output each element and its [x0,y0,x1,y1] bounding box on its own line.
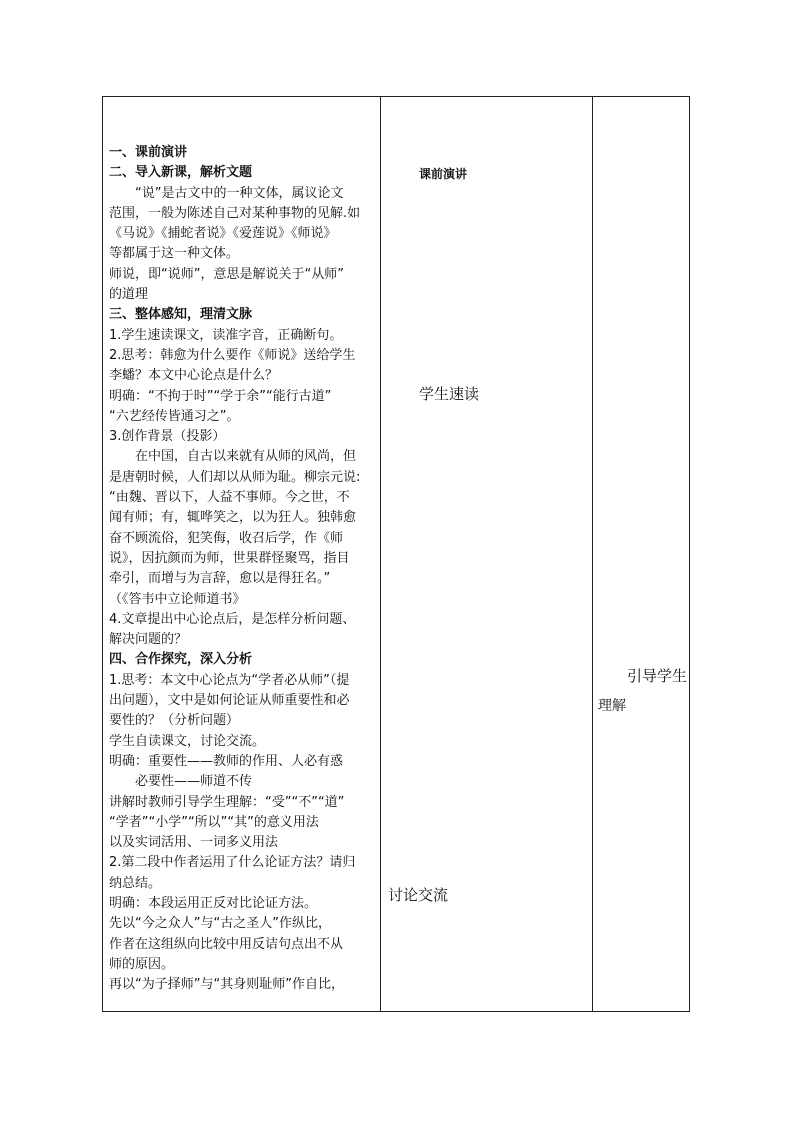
content-line: 牵引，而增与为言辞，愈以是得狂名。” [109,571,331,587]
content-line: 一、课前演讲 [109,145,188,160]
content-line: 三、整体感知，理清文脉 [109,307,253,323]
guide-text-line2: 理解 [598,698,626,714]
content-line: 4.文章提出中心论点后，是怎样分析问题、 [109,611,356,627]
content-line: “学者”“小学”“所以”“其”的意义用法 [109,814,319,830]
guide-text-line1: 引导学生 [627,667,688,685]
content-line: 先以“今之众人”与“古之圣人”作纵比， [109,916,331,932]
activity-discuss: 讨论交流 [388,886,449,904]
content-line: 2.思考：韩愈为什么要作《师说》送给学生 [109,347,356,363]
lesson-plan-table [102,96,690,1012]
activity-speech: 课前演讲 [419,167,468,181]
column-divider-2 [592,97,593,1011]
content-line: “由魏、晋以下，人益不事师。今之世，不 [109,490,350,506]
content-line: “说”是古文中的一种文体，属议论文 [135,185,344,201]
content-line: 明确：本段运用正反对比论证方法。 [109,895,318,911]
content-line: 说》，因抗颜而为师，世果群怪聚骂，指目 [109,550,350,566]
content-line: 出问题），文中是如何论证从师重要性和必 [109,693,350,709]
content-line: 四、合作探究，深入分析 [109,652,253,668]
content-line: 的道理 [109,287,149,303]
content-line: 明确：重要性——教师的作用、人必有惑 [109,753,344,769]
content-line: 必要性——师道不传 [135,774,253,790]
content-line: 解决问题的？ [109,632,188,648]
content-line: 3.创作背景（投影） [109,429,226,445]
content-line: 以及实词活用、一词多义用法 [109,835,279,851]
content-line: 《马说》《捕蛇者说》《爱莲说》《师说》 [109,226,337,242]
content-line: 师的原因。 [109,956,175,972]
content-line: 师说，即“说师”，意思是解说关于“从师” [109,266,344,282]
content-line: 要性的？（分析问题） [109,713,240,729]
content-line: 二、导入新课，解析文题 [109,165,253,181]
content-line: 2.第二段中作者运用了什么论证方法？请归 [109,855,356,871]
content-line: 是唐朝时候，人们却以从师为耻。柳宗元说: [109,469,361,485]
activity-quick-read: 学生速读 [419,385,480,403]
content-line: 闻有师；有，辄哗笑之，以为狂人。独韩愈 [109,510,357,526]
content-line: 学生自读课文，讨论交流。 [109,733,266,749]
content-line: 作者在这组纵向比较中用反诘句点出不从 [109,936,344,952]
teaching-content-column [109,143,381,995]
content-line: 再以“为子择师”与“其身则耻师”作自比， [109,977,344,993]
content-line: 等都属于这一种文体。 [109,246,240,262]
content-line: 范围，一般为陈述自己对某种事物的见解.如 [109,205,361,221]
content-line: 1.思考：本文中心论点为“学者必从师”（提 [109,672,350,688]
content-line: （《答韦中立论师道书》 [109,591,246,607]
content-line: 1.学生速读课文，读准字音，正确断句。 [109,327,343,343]
content-line: “六艺经传皆通习之”。 [109,408,240,424]
content-line: 奋不顾流俗，犯笑侮，收召后学，作《师 [109,530,344,546]
content-line: 明确：“不拘于时”“学于余”“能行古道” [109,388,332,404]
content-line: 讲解时教师引导学生理解：“受”“不”“道” [109,794,345,810]
content-line: 在中国，自古以来就有从师的风尚，但 [135,449,357,465]
content-line: 纳总结。 [109,875,162,891]
content-line: 李蟠？本文中心论点是什么？ [109,368,279,384]
